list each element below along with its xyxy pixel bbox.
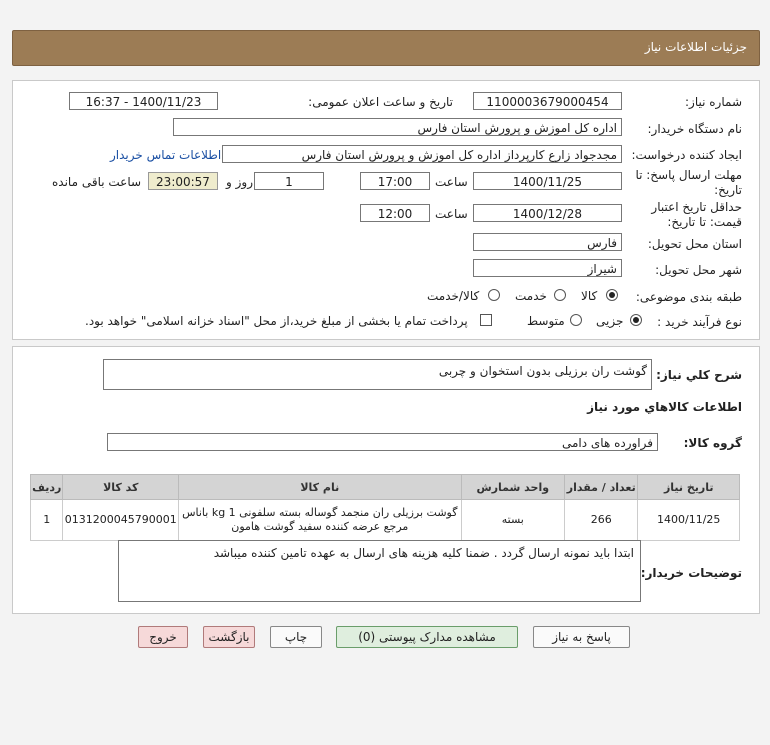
cell-qty: 266 (565, 500, 638, 541)
cell-name (179, 500, 462, 541)
summary-label: شرح کلي نياز: (656, 368, 742, 382)
reply-time-field: 17:00 (360, 172, 430, 190)
buyer-notes-field (118, 540, 641, 602)
city-label: شهر محل تحویل: (655, 263, 742, 277)
col-unit-header: واحد شمارش (461, 475, 565, 500)
col-qty-header: تعداد / مقدار (565, 475, 638, 500)
print-button[interactable]: چاپ (270, 626, 322, 648)
need-number-field: 1100003679000454 (473, 92, 622, 110)
days-label: روز و (226, 175, 253, 189)
back-button[interactable]: بازگشت (203, 626, 255, 648)
table-row (31, 500, 740, 541)
announce-datetime-label: تاریخ و ساعت اعلان عمومی: (308, 95, 453, 109)
remaining-time-label: ساعت باقی مانده (52, 175, 142, 189)
buyer-contact-link[interactable]: اطلاعات تماس خریدار (110, 148, 222, 162)
validity-date-field: 1400/12/28 (473, 204, 622, 222)
validity-label-1: حداقل تاریخ اعتبار (651, 200, 742, 214)
col-index-header: ردیف (31, 475, 63, 500)
treasury-payment-checkbox[interactable] (480, 314, 492, 326)
creator-field: مجدجواد زارع کارپرداز اداره کل اموزش و پرورش استان فارس (222, 145, 622, 163)
process-option-minor: جزیی (596, 314, 624, 328)
cell-name-line-1: گوشت برزیلی ران منجمد گوساله بسته سلفونی kg 1 باناس (182, 506, 458, 519)
need-number-label: شماره نیاز: (685, 95, 742, 109)
process-radio-minor[interactable] (630, 314, 642, 326)
exit-button[interactable]: خروج (138, 626, 188, 648)
remaining-time-field: 23:00:57 (148, 172, 218, 190)
announce-datetime-field: 1400/11/23 - 16:37 (69, 92, 218, 110)
treasury-payment-note: پرداخت تمام یا بخشی از مبلغ خرید،از محل "اسناد خزانه اسلامی" خواهد بود. (85, 314, 468, 328)
process-type-label: نوع فرآیند خرید : (657, 315, 742, 329)
goods-table (30, 474, 740, 541)
col-code-header: کد کالا (63, 475, 179, 500)
summary-field (103, 359, 652, 390)
province-label: استان محل تحویل: (647, 237, 742, 251)
col-date-header: تاریخ نیاز (638, 475, 740, 500)
goods-group-label: گروه کالا: (683, 436, 742, 450)
buyer-org-field: اداره کل اموزش و پرورش استان فارس (173, 118, 622, 136)
col-name-header: نام کالا (179, 475, 462, 500)
buyer-notes-label: توضیحات خریدار: (640, 566, 742, 580)
category-option-service: خدمت (515, 289, 547, 303)
reply-time-label: ساعت (435, 175, 468, 189)
validity-time-label: ساعت (435, 207, 468, 221)
remaining-days-field: 1 (254, 172, 324, 190)
category-radio-goods[interactable] (606, 289, 618, 301)
reply-button[interactable]: پاسخ به نیاز (533, 626, 630, 648)
cell-date: 1400/11/25 (638, 500, 740, 541)
goods-group-field: فراورده های دامی (107, 433, 658, 451)
cell-unit: بسته (461, 500, 565, 541)
attachments-button[interactable]: مشاهده مدارک پیوستی (0) (336, 626, 518, 648)
page-header (12, 30, 760, 66)
process-radio-medium[interactable] (570, 314, 582, 326)
validity-time-field: 12:00 (360, 204, 430, 222)
cell-name-line-2: مرجع عرضه کننده سفید گوشت هامون (231, 520, 409, 533)
reply-deadline-label-2: تاریخ: (714, 183, 742, 197)
validity-label-2: قیمت: تا تاریخ: (667, 215, 742, 229)
province-field: فارس (473, 233, 622, 251)
reply-date-field: 1400/11/25 (473, 172, 622, 190)
category-label: طبقه بندی موضوعی: (635, 290, 742, 304)
city-field: شیراز (473, 259, 622, 277)
goods-info-title: اطلاعات کالاهاي مورد نياز (587, 400, 742, 414)
category-radio-goods-service[interactable] (488, 289, 500, 301)
process-option-medium: متوسط (527, 314, 565, 328)
category-radio-service[interactable] (554, 289, 566, 301)
summary-text: گوشت ران برزیلی بدون استخوان و چربی (438, 364, 647, 378)
category-option-goods: کالا (581, 289, 598, 303)
page-title: جزئیات اطلاعات نیاز (644, 40, 747, 54)
buyer-org-label: نام دستگاه خریدار: (647, 122, 742, 136)
creator-label: ایجاد کننده درخواست: (631, 148, 742, 162)
reply-deadline-label-1: مهلت ارسال پاسخ: تا (635, 168, 742, 182)
buyer-notes-text: ابتدا باید نمونه ارسال گردد . ضمنا کلیه هزینه های ارسال به عهده تامین کننده میباشد (213, 546, 634, 560)
cell-index: 1 (31, 500, 63, 541)
category-option-goods-service: کالا/خدمت (427, 289, 480, 303)
cell-code: 0131200045790001 (63, 500, 179, 541)
